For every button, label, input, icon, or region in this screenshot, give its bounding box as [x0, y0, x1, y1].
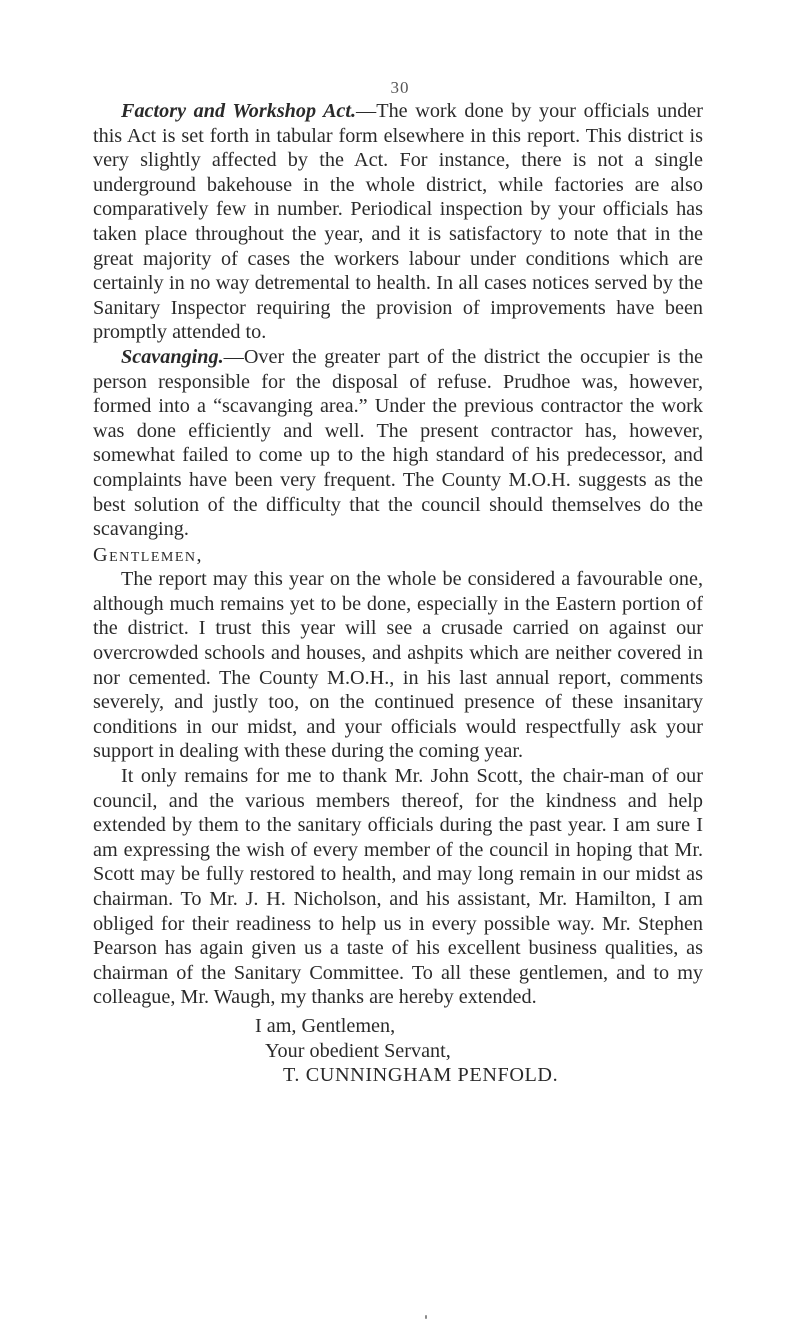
- factory-act-body: The work done by your officials under this Act is set forth in tabular form elsewhere in this report. This district is very slightly affected by the Act. For instance, there is not a single underground bakehouse in the whole district, while factories are also comparatively few in number. Periodical inspection by your officials has taken place throughout the year, and it is satisfactory to note that in the great majority of cases the workers labour under conditions which are certainly in no way detremental to health. In all cases notices served by the Sanitary Inspector requiring the provision of improvements have been promptly attended to.: [93, 100, 703, 344]
- signature: T. CUNNINGHAM PENFOLD.: [283, 1064, 559, 1087]
- print-speck: [425, 1315, 427, 1319]
- letter-paragraph-1: The report may this year on the whole be considered a favourable one, although much remains yet to be done, especially in the Eastern portion of the district. I trust this year will see a crusade carried on against our overcrowded schools and houses, and ashpits which are neither covered in nor cemented. The County M.O.H., in his last annual report, comments severely, and justly too, on the continued presence of these insanitary conditions in our midst, and your officials would respectfully ask your support in dealing with these during the coming year.: [93, 568, 703, 763]
- factory-act-heading: Factory and Workshop Act.: [121, 100, 357, 122]
- closing-line: I am, Gentlemen,: [255, 1014, 396, 1037]
- body-text: [93, 99, 703, 1088]
- factory-act-dash: —: [356, 100, 377, 122]
- scavanging-paragraph: [93, 345, 703, 542]
- factory-act-paragraph: [93, 99, 703, 345]
- scavanging-dash: —: [223, 345, 244, 368]
- scavanging-heading: Scavanging.: [121, 345, 224, 368]
- scavanging-body: Over the greater part of the district the occupier is the person responsible for the disposal of refuse. Prudhoe was, however, formed into a “scavanging area.” Under the previous contractor the work was done efficiently and well. The present contractor has, however, somewhat failed to come up to the high standard of his predecessor, and complaints have been very frequent. The County M.O.H. suggests as the best solution of the difficulty that the council should themselves do the scavanging.: [93, 345, 703, 541]
- salutation: Gentlemen,: [93, 543, 204, 566]
- signoff-block: [93, 1014, 703, 1088]
- letter-paragraph-2: It only remains for me to thank Mr. John Scott, the chair-man of our council, and the various members thereof, for the kindness and help extended by them to the sanitary officials during the past year. I am sure I am expressing the wish of every member of the council in hoping that Mr. Scott may be fully restored to health, and may long remain in our midst as chairman. To Mr. J. H. Nicholson, and his assistant, Mr. Hamilton, I am obliged for their readiness to help us in every possible way. Mr. Stephen Pearson has again given us a taste of his excellent business qualities, as chairman of the Sanitary Committee. To all these gentlemen, and to my colleague, Mr. Waugh, my thanks are hereby extended.: [93, 765, 703, 1009]
- page-number: 30: [390, 78, 410, 97]
- closing-servant: Your obedient Servant,: [265, 1039, 451, 1062]
